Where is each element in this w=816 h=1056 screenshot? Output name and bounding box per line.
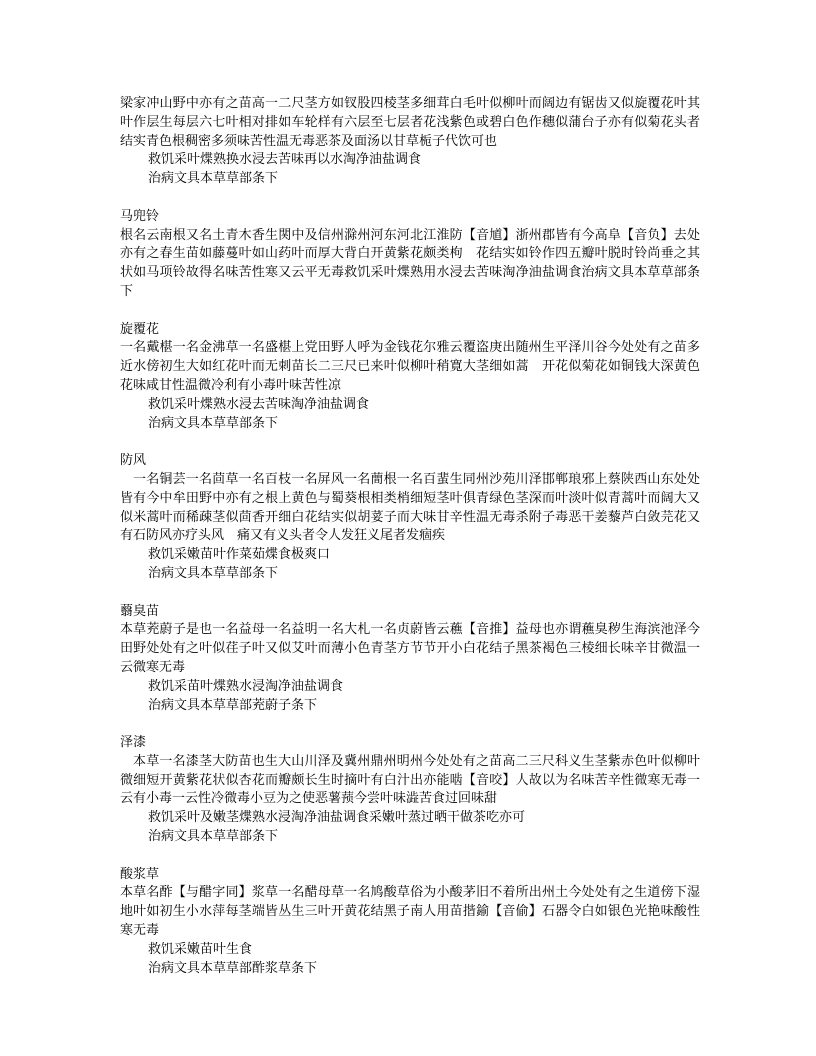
- relief-line: 救饥采嫩苗叶生食: [148, 941, 253, 957]
- relief-line: 救饥采叶煠熟水浸去苦味淘净油盐调食: [148, 396, 370, 412]
- entry-suanjiangcao: [120, 866, 700, 979]
- entry-paragraph: 一名戴椹一名金沸草一名盛椹上党田野人呼为金钱花尔雅云覆盗庚出随州生平泽川谷今处处有之苗多近水傍初生大如红花叶而无刺苗长二三尺已来叶似柳叶稍寛大茎细如蒿 开花似菊花如铜钱大深黄色花味咸甘性温微冷利有小毒叶味苦性凉: [120, 340, 700, 393]
- entry-title: 酸浆草: [120, 866, 160, 882]
- cure-line: 治病文具本草草部酢浆草条下: [148, 960, 318, 976]
- cure-line: 治病文具本草草部条下: [148, 565, 279, 581]
- entry-paragraph: 根名云南根又名土青木香生関中及信州滁州河东河北江淮防【音馗】浙州郡皆有今高阜【音负】去处亦有之春生苗如藤蔓叶如山药叶而厚大背白开黄紫花颇类枸 花结实如铃作四五瓣叶脱时铃尚垂之其状如马项铃故得名味苦性寒又云平无毒救饥采叶煠熟用水浸去苦味淘净油盐调食治病文具本草草部条下: [120, 227, 700, 299]
- entry-title: 蘙臭苗: [120, 603, 160, 619]
- cure-line: 治病文具本草草部条下: [148, 415, 279, 431]
- entry-continuation: [120, 95, 700, 189]
- entry-paragraph: 本草名酢【与醋字同】浆草一名醋母草一名鸠酸草俗为小酸茅旧不着所出州土今处处有之生道傍下湿地叶如初生小水萍每茎端皆丛生三叶开黄花结黑子南人用苗揩鍮【音偷】石器令白如银色光艳味酸性寒无毒: [120, 885, 700, 939]
- relief-line: 救饥采苗叶煠熟水浸淘净油盐调食: [148, 678, 344, 694]
- entry-fangfeng: [120, 452, 700, 584]
- cure-line: 治病文具本草草部条下: [148, 829, 279, 845]
- relief-line: 救饥采叶煠熟换水浸去苦味再以水淘净油盐调食: [148, 152, 422, 168]
- document-page: [120, 95, 700, 997]
- cure-line: 治病文具本草草部茺蔚子条下: [148, 697, 318, 713]
- relief-line: 救饥采叶及嫩茎煠熟水浸淘净油盐调食采嫩叶蒸过晒干做茶吃亦可: [148, 810, 526, 826]
- entry-paragraph: 本草一名漆茎大防苗也生大山川泽及冀州鼎州明州今处处有之苗高二三尺科义生茎紫赤色叶似柳叶微细短开黄紫花状似杏花而瓣颇长生时摘叶有白汁出亦能啮【音咬】人故以为名味苦辛性微寒无毒一云有小毒一云性冷微毒小豆为之使恶薯蓣今尝叶味澁苦食过回味甜: [120, 753, 700, 807]
- cure-line: 治病文具本草草部条下: [148, 171, 279, 187]
- entry-zeqi: [120, 734, 700, 847]
- entry-xuanfuhua: [120, 321, 700, 434]
- entry-title: 马兜铃: [120, 208, 160, 224]
- entry-madouling: [120, 208, 700, 302]
- relief-line: 救饥采嫩苗叶作菜茹煠食极爽口: [148, 547, 331, 563]
- entry-paragraph: 本草茺蔚子是也一名益母一名益明一名大札一名贞蔚皆云藮【音推】益母也亦谓藮臭秽生海滨池泽今田野处处有之叶似荏子叶又似艾叶而薄小色青茎方节节开小白花结子黑茶褐色三棱细长味辛甘微温一云微寒无毒: [120, 622, 700, 675]
- entry-title: 泽漆: [120, 735, 147, 751]
- entry-yichoumiao: [120, 603, 700, 716]
- entry-paragraph: 一名铜芸一名茴草一名百枝一名屏风一名蕳根一名百蜚生同州沙苑川泽邯郸琅邪上蔡陕西山东处处皆有今中牟田野中亦有之根上黄色与蜀葵根相类梢细短茎叶俱青绿色茎深而叶淡叶似青蒿叶而阔大又似米蒿叶而稀疎茎似茴香开细白花结实似胡荽子而大味甘辛性温无毒杀附子毒恶干姜藜芦白敛芫花又有石防风亦疗头风 痛又有义头者令人发狂义尾者发痼疾: [120, 471, 700, 544]
- entry-title: 旋覆花: [120, 321, 160, 337]
- entry-paragraph: 梁家冲山野中亦有之苗高一二尺茎方如钗股四棱茎多细茸白毛叶似柳叶而阔边有锯齿又似旋覆花叶其叶作层生每层六七叶相对排如车轮样有六层至七层者花浅紫色或碧白色作穗似蒲台子亦有似菊花头者结实青色根稠密多须味苦性温无毒恶茶及面汤以甘草栀子代饮可也: [120, 96, 700, 149]
- entry-title: 防风: [120, 453, 147, 469]
